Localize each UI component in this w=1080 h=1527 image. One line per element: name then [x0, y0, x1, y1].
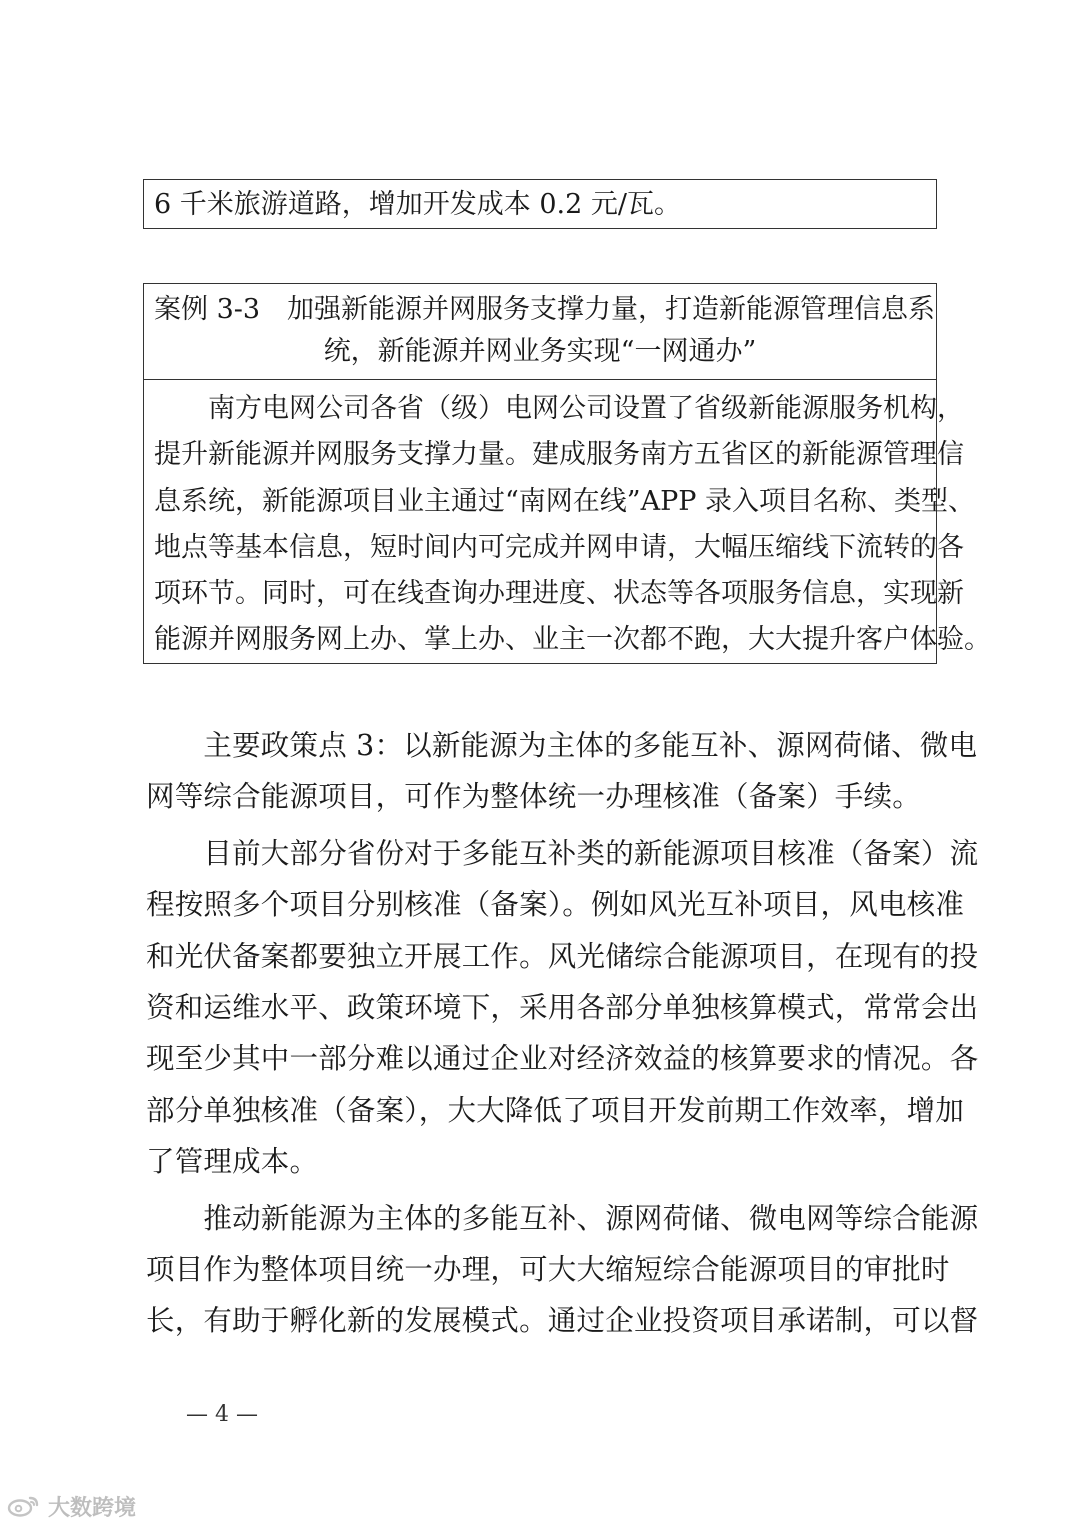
- paragraph-policy-point-3: [146, 720, 978, 823]
- text-line: 现至少其中一部分难以通过企业对经济效益的核算要求的情况。各: [146, 1042, 979, 1076]
- case-body-line: 项环节。同时，可在线查询办理进度、状态等各项服务信息，实现新: [154, 578, 964, 610]
- paragraph-current-situation: [146, 828, 979, 1188]
- case-study-box: [143, 283, 991, 664]
- case-body: [144, 380, 991, 664]
- case-title-line-1: 案例 3-3 加强新能源并网服务支撑力量，打造新能源管理信息系: [154, 294, 936, 325]
- case-body-line: 提升新能源并网服务支撑力量。建成服务南方五省区的新能源管理信: [154, 439, 964, 471]
- text-line: 了管理成本。: [146, 1145, 319, 1179]
- case-body-line: 地点等基本信息，短时间内可完成并网申请，大幅压缩线下流转的各: [154, 531, 964, 563]
- text-line: 推动新能源为主体的多能互补、源网荷储、微电网等综合能源: [146, 1201, 979, 1235]
- case-body-line: 能源并网服务网上办、掌上办、业主一次都不跑，大大提升客户体验。: [154, 624, 991, 656]
- top-continuation-box: [143, 179, 937, 229]
- case-body-line: 息系统，新能源项目业主通过“南网在线”APP 录入项目名称、类型、: [154, 485, 976, 517]
- page-number: — 4 —: [186, 1402, 258, 1427]
- paragraph-recommendation: [146, 1193, 979, 1347]
- text-line: 部分单独核准（备案），大大降低了项目开发前期工作效率，增加: [146, 1093, 965, 1127]
- text-line: 长，有助于孵化新的发展模式。通过企业投资项目承诺制，可以督: [146, 1304, 979, 1338]
- text-line: 程按照多个项目分别核准（备案）。例如风光互补项目，风电核准: [146, 888, 965, 922]
- text-line: 网等综合能源项目，可作为整体统一办理核准（备案）手续。: [146, 780, 921, 814]
- case-title-line-2: 统，新能源并网业务实现“一网通办”: [323, 336, 757, 367]
- top-box-text: 6 千米旅游道路，增加开发成本 0.2 元/瓦。: [154, 189, 681, 220]
- watermark-text: 大数跨境: [48, 1495, 137, 1521]
- text-line: 资和运维水平、政策环境下，采用各部分单独核算模式，常常会出: [146, 991, 979, 1025]
- case-title: [144, 284, 936, 380]
- case-body-line: 南方电网公司各省（级）电网公司设置了省级新能源服务机构，: [154, 393, 964, 424]
- watermark: [6, 1491, 136, 1521]
- text-line: 项目作为整体项目统一办理，可大大缩短综合能源项目的审批时: [146, 1253, 950, 1287]
- text-line: 和光伏备案都要独立开展工作。风光储综合能源项目，在现有的投: [146, 939, 979, 973]
- text-line: 主要政策点 3：以新能源为主体的多能互补、源网荷储、微电: [146, 729, 978, 762]
- text-line: 目前大部分省份对于多能互补类的新能源项目核准（备案）流: [146, 836, 979, 870]
- weibo-style-logo-icon: [6, 1495, 42, 1517]
- main-text: [146, 720, 979, 1347]
